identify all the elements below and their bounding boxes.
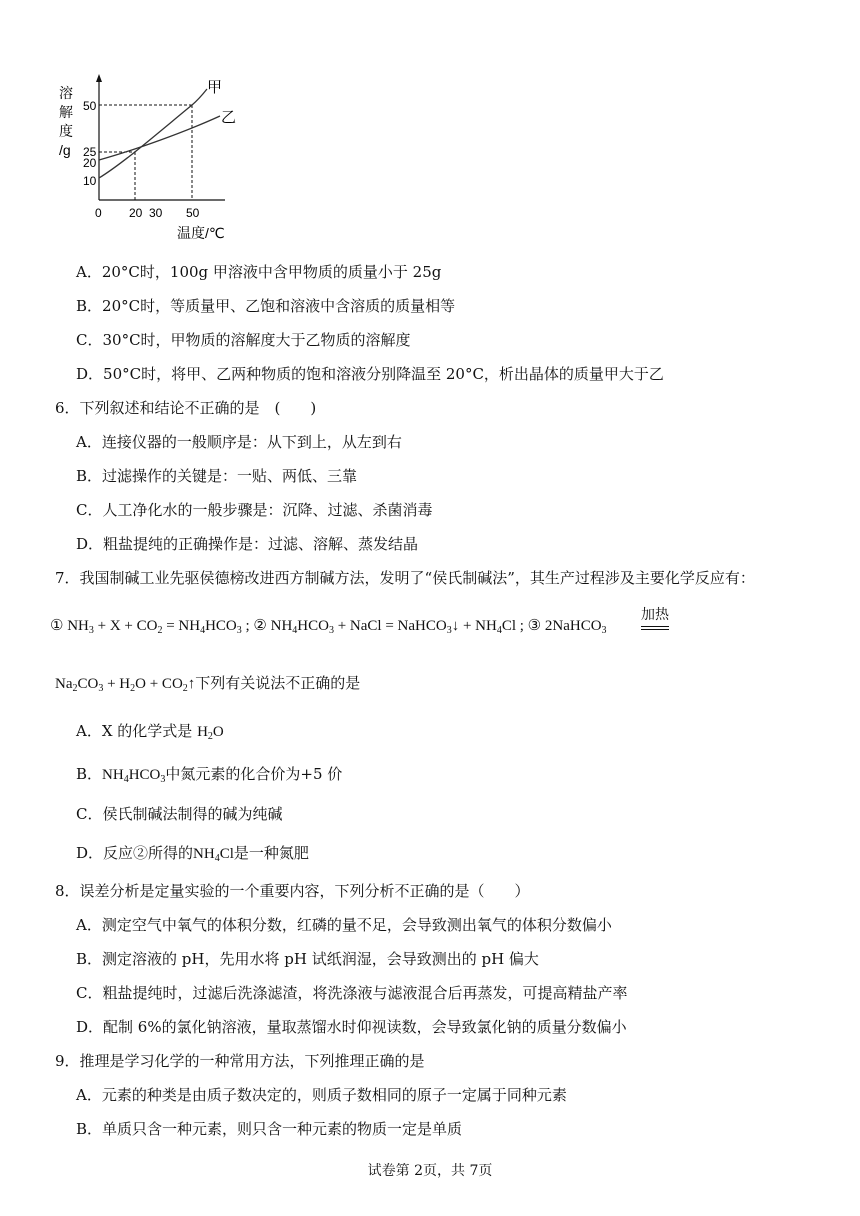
q7-option-d-suffix: 是一种氮肥: [233, 844, 309, 862]
curve-yi: [99, 116, 220, 160]
y-tick-10: 10: [83, 174, 97, 188]
q8-option-d: D．配制 6%的氯化钠溶液，量取蒸馏水时仰视读数，会导致氯化钠的质量分数偏小: [76, 1018, 627, 1036]
q8-option-a: A．测定空气中氧气的体积分数，红磷的量不足，会导致测出氧气的体积分数偏小: [76, 916, 612, 934]
y-title-1: 溶: [59, 85, 73, 101]
y-tick-25: 25: [83, 145, 97, 159]
q7-tail-text: 下列有关说法不正确的是: [195, 676, 361, 692]
q7-option-a: A．X 的化学式是 $H_2O$: [76, 722, 224, 742]
y-title-3: 度: [59, 123, 73, 139]
heat-label: 加热: [641, 607, 669, 623]
y-title-2: 解: [59, 104, 73, 120]
q7-option-d: D．反应②所得的$NH_4Cl$是一种氮肥: [76, 844, 309, 864]
q7-option-b-text: 中氮元素的化合价为+5 价: [165, 765, 343, 783]
heat-condition: [641, 604, 669, 630]
x-tick-30: 30: [149, 206, 163, 220]
x-title: 温度/℃: [177, 225, 225, 241]
solubility-graph: [55, 72, 305, 242]
q5-option-c: C．30°C时，甲物质的溶解度大于乙物质的溶解度: [76, 331, 411, 349]
curve-jia: [99, 89, 207, 178]
x-tick-20: 20: [129, 206, 143, 220]
q6-option-a: A．连接仪器的一般顺序是：从下到上，从左到右: [76, 433, 402, 451]
q7-option-a-text: A．X 的化学式是: [76, 722, 193, 740]
q9-option-a: A．元素的种类是由质子数决定的，则质子数相同的原子一定属于同种元素: [76, 1086, 567, 1104]
q6-option-b: B．过滤操作的关键是：一贴、两低、三靠: [76, 467, 358, 485]
y-tick-20: 20: [83, 156, 97, 170]
q7-option-c: C．侯氏制碱法制得的碱为纯碱: [76, 805, 283, 823]
q6-stem: 6．下列叙述和结论不正确的是 ( ): [55, 399, 317, 417]
q7-option-b: B．$NH_4HCO_3$中氮元素的化合价为+5 价: [76, 765, 343, 785]
q8-option-b: B．测定溶液的 pH，先用水将 pH 试纸润湿，会导致测出的 pH 偏大: [76, 950, 539, 968]
q9-option-b: B．单质只含一种元素，则只含一种元素的物质一定是单质: [76, 1120, 463, 1138]
q7-equation-products: $Na_2CO_3 + H_2O$ + $CO_2↑$下列有关说法不正确的是: [55, 676, 361, 694]
q8-stem: 8．误差分析是定量实验的一个重要内容，下列分析不正确的是（ ）: [55, 882, 530, 900]
q5-option-d: D．50°C时，将甲、乙两种物质的饱和溶液分别降温至 20°C，析出晶体的质量甲大于乙: [76, 365, 664, 383]
q5-option-b: B．20°C时，等质量甲、乙饱和溶液中含溶质的质量相等: [76, 297, 456, 315]
heat-double-bar: [641, 626, 669, 630]
q6-option-d: D．粗盐提纯的正确操作是：过滤、溶解、蒸发结晶: [76, 535, 419, 553]
q7-stem: 7．我国制碱工业先驱侯德榜改进西方制碱方法，发明了“侯氏制碱法”，其生产过程涉及主要化学反应有：: [55, 569, 755, 587]
y-tick-50: 50: [83, 99, 97, 113]
q5-option-a: A．20°C时，100g 甲溶液中含甲物质的质量小于 25g: [76, 263, 442, 281]
x-tick-0: 0: [95, 206, 102, 220]
page-footer: 试卷第 2页，共 7页: [367, 1163, 493, 1179]
q6-option-c: C．人工净化水的一般步骤是：沉降、过滤、杀菌消毒: [76, 501, 433, 519]
q8-option-c: C．粗盐提纯时，过滤后洗涤滤渣，将洗涤液与滤液混合后再蒸发，可提高精盐产率: [76, 984, 628, 1002]
y-title-4: /g: [59, 142, 71, 158]
label-jia: 甲: [207, 79, 223, 96]
q9-stem: 9．推理是学习化学的一种常用方法，下列推理正确的是: [55, 1052, 425, 1070]
label-yi: 乙: [221, 109, 237, 126]
y-arrow: [96, 74, 102, 82]
q7-equations: ① $NH_3 + X + CO_2 = NH_4HCO_3$ ; ② $NH_4HCO_3$ + NaCl = NaHCO$_3$↓ + $NH_4Cl$ ; ③ 2NaHCO$_3$: [50, 618, 607, 636]
x-tick-50: 50: [186, 206, 200, 220]
q7-option-d-prefix: D．反应②所得的: [76, 844, 194, 862]
